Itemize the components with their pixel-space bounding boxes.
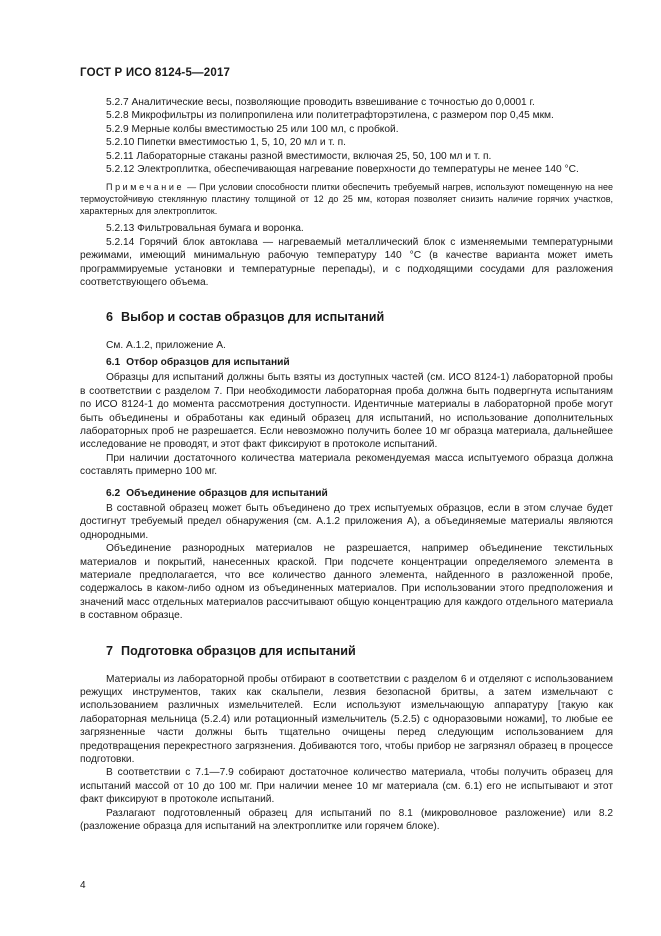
item-5-2-11: 5.2.11 Лабораторные стаканы разной вместимости, включая 25, 50, 100 мл и т. п. [106, 150, 492, 162]
page-number: 4 [80, 880, 86, 891]
standard-header: ГОСТ Р ИСО 8124-5—2017 [80, 67, 231, 79]
subsection-6-1-heading [80, 356, 613, 369]
item-5-2-9: 5.2.9 Мерные колбы вместимостью 25 или 100 мл, с пробкой. [106, 123, 399, 135]
paragraph: Объединение разнородных материалов не разрешается, например объединение текстильных материалов и покрытий, нанесенных краской. При подсчете концентрации определяемого элемента в материале предполагается, что все количество данного элемента, найденного в разложенной пробе, содержалось в каком-либо одном из объединенных материалов. При использовании этого предположения и значений масс отдельных материалов рассчитывают общую концентрацию для каждого отдельного материала в составном образце. [80, 543, 613, 622]
subsection-6-2-number: 6.2 [106, 487, 121, 499]
section-7-heading [106, 643, 613, 659]
section-6-intro: См. А.1.2, приложение А. [106, 340, 226, 352]
page-content [80, 96, 613, 833]
section-6-number: 6 [106, 310, 114, 325]
item-5-2-12: 5.2.12 Электроплитка, обеспечивающая нагревание поверхности до температуры не менее 140 °С. [106, 164, 579, 176]
item-5-2-14: 5.2.14 Горячий блок автоклава — нагреваемый металлический блок с изменяемыми температурными режимами, имеющий минимальную рабочую температуру 140 °С (в качестве варианта может иметь программируемые установки и температурные перепады), и с подходящими сосудами для разложения соответствующего объема. [80, 236, 613, 289]
paragraph: Разлагают подготовленный образец для испытаний по 8.1 (микроволновое разложение) или 8.2 (разложение образца для испытаний на электроплитке или горячем блоке). [80, 807, 613, 833]
item-5-2-8: 5.2.8 Микрофильтры из полипропилена или политетрафторэтилена, с размером пор 0,45 мкм. [106, 110, 554, 122]
subsection-6-1-number: 6.1 [106, 356, 121, 368]
note [80, 181, 613, 217]
subsection-6-2-heading [80, 487, 613, 500]
subsection-6-1-title: Отбор образцов для испытаний [126, 356, 290, 368]
note-text: — При условии способности плитки обеспечить требуемый нагрев, используют помещенную на нее термоустойчивую стеклянную пластину толщиной от 12 до 25 мм, которая позволяет снизить наличие горячих участков, характерных для электроплиток. [80, 182, 613, 217]
paragraph: Материалы из лабораторной пробы отбирают в соответствии с разделом 6 и отделяют с использованием режущих инструментов, таких как скальпели, лезвия безопасной бритвы, а затем измельчают с использованием различных измельчителей. Если используют измельчающую аппаратуру [такую как лабораторная мельница (5.2.4) или ротационный измельчитель (5.2.5) с одноразовыми ножами], то любые ее загрязненные части должны быть тщательно очищены перед следующим использованием для предотвращения перекрестного загрязнения. Добиваются того, чтобы прибор не загрязнял образец в процессе подготовки. [80, 673, 613, 766]
note-label: Примечание [106, 182, 185, 193]
paragraph: В соответствии с 7.1—7.9 собирают достаточное количество материала, чтобы получить образец для испытаний массой от 10 до 100 мг. При наличии менее 10 мг материала (см. 6.1) его не испытывают и этот факт фиксируют в протоколе испытаний. [80, 767, 613, 806]
paragraph: При наличии достаточного количества материала рекомендуемая масса испытуемого образца должна составлять примерно 100 мг. [80, 452, 613, 478]
paragraph: Образцы для испытаний должны быть взяты из доступных частей (см. ИСО 8124-1) лабораторной пробы в соответствии с разделом 7. При необходимости лабораторная проба должна быть подвергнута испытаниям по ИСО 8124-1 до момента рассмотрения доступности. Идентичные материалы в лабораторной пробе могут быть объединены и обработаны как единый образец для испытаний, но использование дополнительных лабораторных проб не разрешается. Если невозможно получить более 10 мг образца материала, дальнейшее исследование не проводят, и этот факт фиксируют в протоколе испытаний. [80, 372, 613, 451]
section-7-number: 7 [106, 643, 114, 658]
item-5-2-7: 5.2.7 Аналитические весы, позволяющие проводить взвешивание с точностью до 0,0001 г. [106, 97, 535, 108]
item-5-2-10: 5.2.10 Пипетки вместимостью 1, 5, 10, 20 мл и т. п. [106, 137, 346, 149]
section-6-heading [106, 309, 613, 325]
section-6-title: Выбор и состав образцов для испытаний [121, 310, 385, 325]
section-7-title: Подготовка образцов для испытаний [121, 643, 356, 658]
subsection-6-2-title: Объединение образцов для испытаний [126, 487, 328, 499]
item-5-2-13: 5.2.13 Фильтровальная бумага и воронка. [106, 223, 304, 235]
paragraph: В составной образец может быть объединено до трех испытуемых образцов, если в этом случае будет достигнут требуемый предел обнаружения (см. А.1.2 приложения А), а объединяемые материалы являются однородными. [80, 502, 613, 541]
